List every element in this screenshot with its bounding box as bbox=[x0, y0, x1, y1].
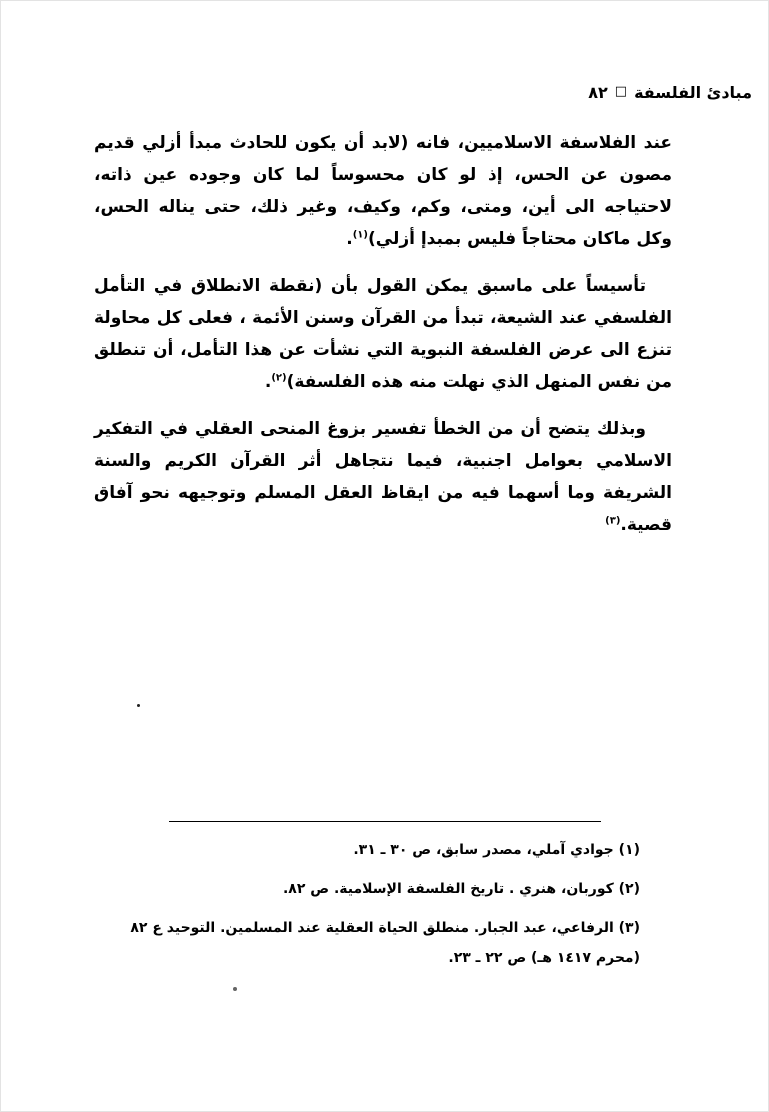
paragraph-3-text: وبذلك يتضح أن من الخطأ تفسير بزوغ المنحى العقلي في التفكير الاسلامي بعوامل اجنبية، فيما نتجاهل أثر القرآن الكريم والسنة الشريفة وما أسهما فيه من ايقاظ العقل المسلم وتوجيهه نحو آفاق قصية. bbox=[94, 419, 672, 535]
paragraph-3 bbox=[94, 413, 672, 541]
footnote-separator bbox=[169, 821, 601, 822]
paragraph-1-text: عند الفلاسفة الاسلاميين، فانه (لابد أن يكون للحادث مبدأ أزلي قديم مصون عن الحس، إذ لو كان محسوساً لما كان وجوده عين ذاته، لاحتياجه الى أين، ومتى، وكم، وكيف، وغير ذلك، حتى يناله الحس، وكل ماكان محتاجاً فليس بمبدإ أزلي) bbox=[94, 133, 672, 249]
page-header bbox=[588, 83, 752, 102]
scan-speck bbox=[137, 704, 140, 707]
body-text bbox=[94, 127, 672, 556]
footnote-ref-1: (١) bbox=[352, 229, 368, 241]
footnote-3: (٣) الرفاعي، عبد الجبار. منطلق الحياة العقلية عند المسلمين. التوحيد ع ٨٢ (محرم ١٤١٧ هـ) ص ٢٢ ـ ٢٣. bbox=[130, 920, 640, 966]
footnote-ref-2: (٢) bbox=[271, 372, 287, 384]
book-title: مبادئ الفلسفة bbox=[634, 83, 752, 102]
footnotes-section bbox=[126, 835, 640, 982]
paragraph-2-tail: . bbox=[264, 372, 272, 392]
paragraph-2-text: تأسيساً على ماسبق يمكن القول بأن (نقطة الانطلاق في التأمل الفلسفي عند الشيعة، تبدأ من القرآن وسنن الأئمة ، فعلى كل محاولة تنزع الى عرض الفلسفة النبوية التي نشأت عن هذا التأمل، أن تنطلق من نفس المنهل الذي نهلت منه هذه الفلسفة) bbox=[94, 276, 672, 392]
scan-speck bbox=[233, 987, 237, 991]
paragraph-1 bbox=[94, 127, 672, 255]
footnote-ref-3: (٣) bbox=[605, 515, 621, 527]
page-number: ٨٢ bbox=[588, 83, 608, 102]
paragraph-2 bbox=[94, 270, 672, 398]
paragraph-1-tail: . bbox=[346, 229, 353, 249]
square-icon: □ bbox=[614, 84, 628, 99]
footnote-2: (٢) كوربان، هنري . تاريخ الفلسفة الإسلامية. ص ٨٢. bbox=[282, 881, 640, 897]
footnote-1: (١) جوادي آملي، مصدر سابق، ص ٣٠ ـ ٣١. bbox=[353, 842, 640, 858]
